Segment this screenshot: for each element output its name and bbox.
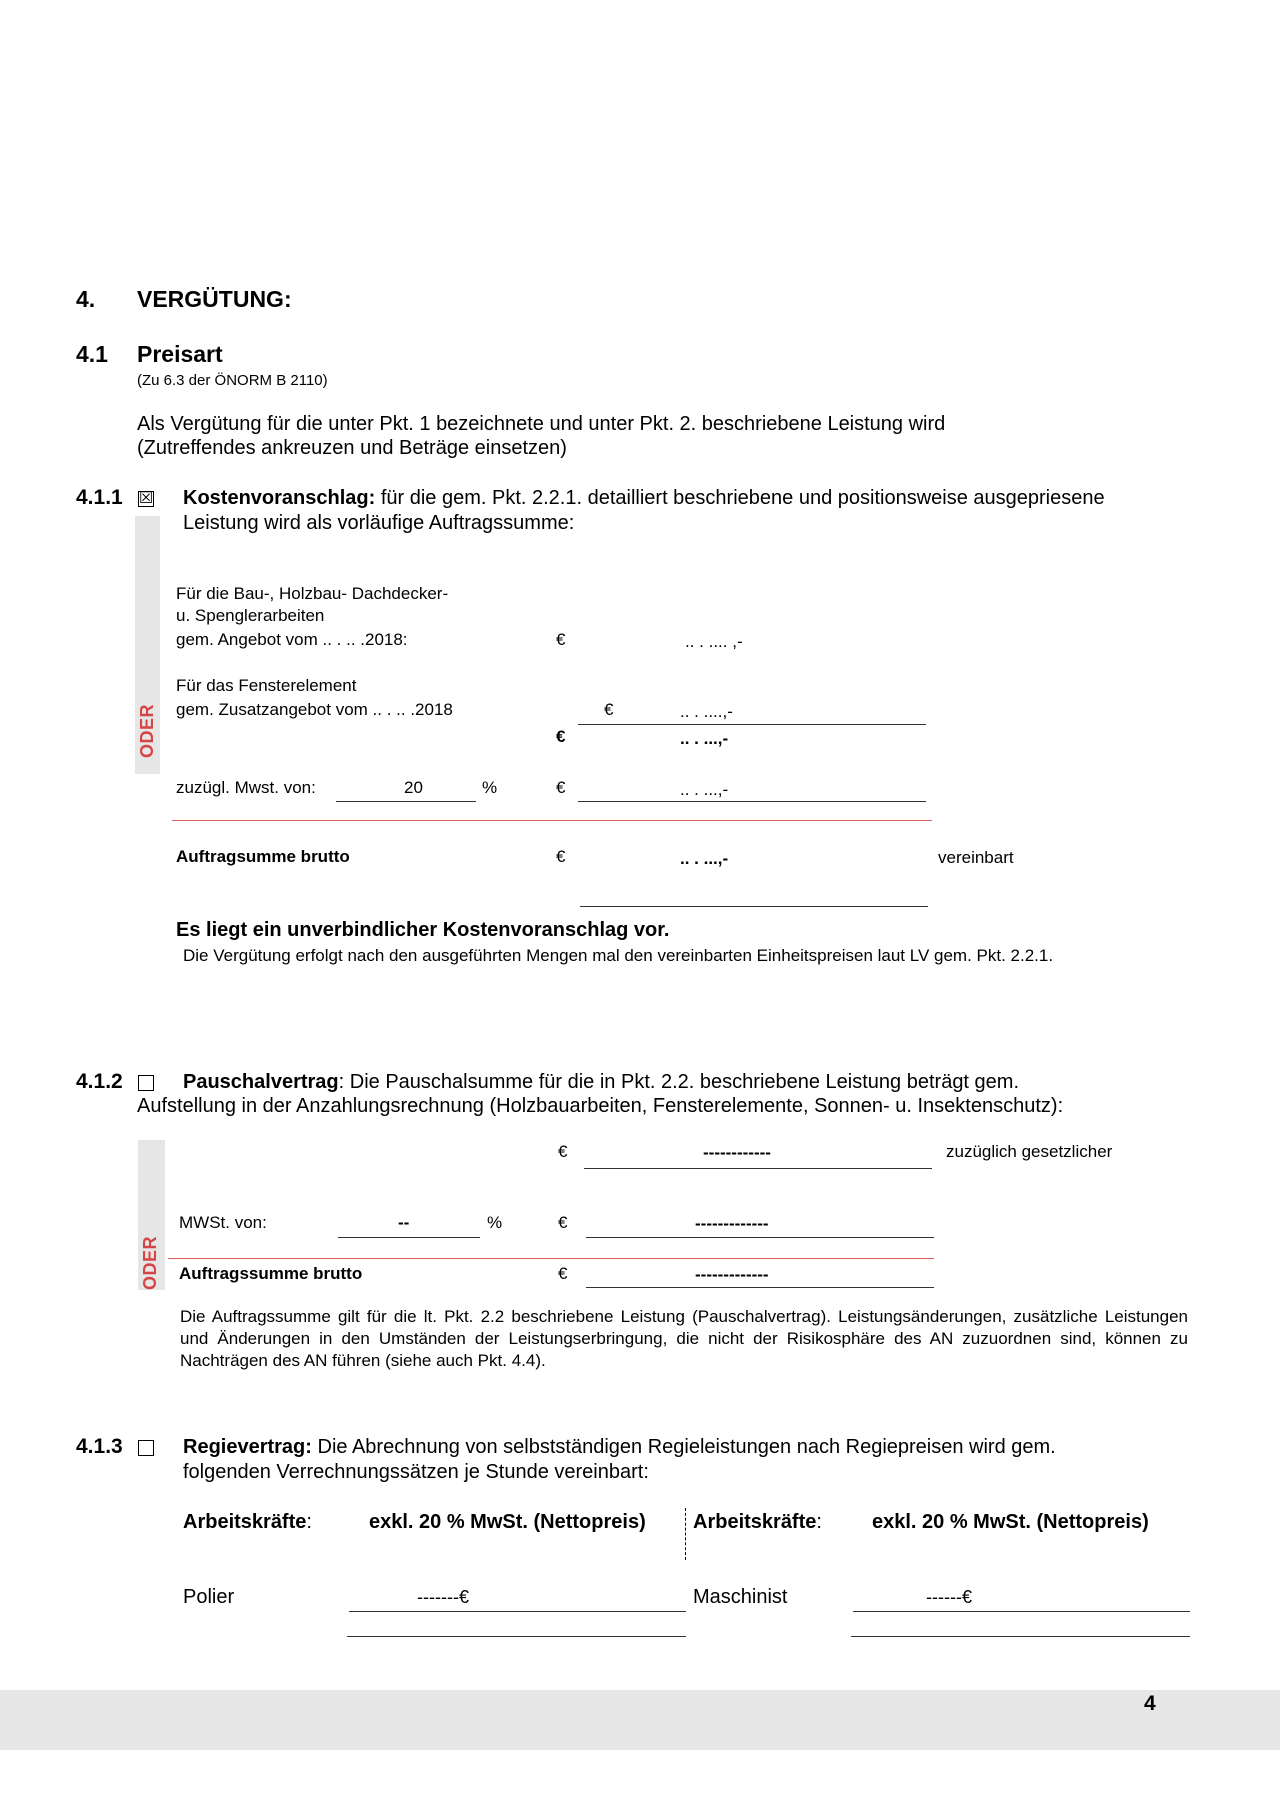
column-divider [685,1508,686,1560]
item-412-text: : Die Pauschalsumme für die in Pkt. 2.2. beschriebene Leistung beträgt gem. [338,1071,1020,1093]
brutto-2-label: Auftragssumme brutto [179,1264,363,1283]
net-note: zuzüglich gesetzlicher [946,1142,1113,1161]
bau-amount[interactable]: .. . .... ,- [685,632,743,651]
col-1-label-colon: : [306,1511,312,1533]
item-411-checkbox[interactable] [138,491,154,507]
brutto-2-amount-line [586,1287,934,1288]
col-1-label [183,1511,312,1534]
row-right-amount[interactable]: ------€ [926,1587,972,1607]
item-413-text-2: folgenden Verrechnungssätzen je Stunde vereinbart: [183,1461,649,1483]
subsection-reference: (Zu 6.3 der ÖNORM B 2110) [137,372,328,389]
net-amount-line [584,1168,932,1169]
mwst-value-line [336,801,476,802]
item-413-heading [183,1436,1056,1459]
mwst-amount-line [578,801,926,802]
net-currency: € [558,1142,568,1161]
section-title: VERGÜTUNG: [137,286,292,312]
mwst-percent: % [482,778,498,797]
mwst-2-currency: € [558,1213,568,1232]
mwst-2-value-line [338,1237,480,1238]
item-411-title: Kostenvoranschlag: [183,487,376,509]
col-2-price-header: exkl. 20 % MwSt. (Nettopreis) [872,1511,1149,1533]
item-412-title: Pauschalvertrag [183,1071,339,1093]
mwst-2-percent: % [487,1213,503,1232]
fenster-amount[interactable]: .. . ....,- [680,702,733,721]
checkbox-checked-icon: ☒ [138,490,154,507]
brutto-label: Auftragsumme brutto [176,847,350,866]
oder-label-2: ODER [140,1235,160,1290]
note-title: Es liegt ein unverbindlicher Kostenvoranschlag vor. [176,919,670,941]
intro-line-1: Als Vergütung für die unter Pkt. 1 bezeichnete und unter Pkt. 2. beschriebene Leistung wird [137,413,946,435]
row-left-amount[interactable]: -------€ [417,1587,469,1607]
item-413-title: Regievertrag: [183,1436,312,1458]
row-left-amount-line [349,1611,686,1612]
mwst-2-amount-line [586,1237,934,1238]
item-412-checkbox[interactable] [138,1075,154,1091]
row-right-amount-line [853,1611,1190,1612]
sum-separator-line-2 [168,1258,934,1259]
net-amount[interactable]: ------------ [703,1143,771,1162]
pauschal-paragraph: Die Auftragssumme gilt für die lt. Pkt. 2.2 beschriebene Leistung (Pauschalvertrag). Leistungsänderungen, zusätzliche Leistungen und Änderungen in den Umständen der Leistungserbringung, die nicht der Risikosphäre des AN zuzuordnen sind, können zu Nachträgen des AN führen (siehe auch Pkt. 4.4). [180,1307,1188,1370]
fenster-currency: € [604,700,614,719]
col-2-label-text: Arbeitskräfte [693,1511,817,1533]
col-1-price-header: exkl. 20 % MwSt. (Nettopreis) [369,1511,646,1533]
brutto-2-currency: € [558,1264,568,1283]
bau-label-1: Für die Bau-, Holzbau- Dachdecker- [176,584,449,603]
bau-currency: € [556,630,566,649]
mwst-value[interactable]: 20 [404,778,423,797]
item-411-text-2: Leistung wird als vorläufige Auftragssumme: [183,512,575,534]
fenster-label-2: gem. Zusatzangebot vom .. . .. .2018 [176,700,453,719]
brutto-amount-line [580,906,928,907]
col-2-label [693,1511,822,1534]
mwst-amount[interactable]: .. . ...,- [680,780,729,799]
intro-line-2: (Zutreffendes ankreuzen und Beträge einsetzen) [137,437,567,459]
brutto-2-amount[interactable]: ------------- [695,1265,769,1284]
bau-label-2: u. Spenglerarbeiten [176,606,325,625]
sum-separator-line [172,820,932,821]
fenster-label-1: Für das Fensterelement [176,676,357,695]
row-right-label: Maschinist [693,1586,788,1608]
brutto-currency: € [556,847,566,866]
item-412-text-2: Aufstellung in der Anzahlungsrechnung (Holzbauarbeiten, Fensterelemente, Sonnen- u. Insektenschutz): [137,1095,1064,1117]
mwst-2-amount[interactable]: ------------- [695,1214,769,1233]
note-text: Die Vergütung erfolgt nach den ausgeführten Mengen mal den vereinbarten Einheitspreisen laut LV gem. Pkt. 2.2.1. [183,946,1054,965]
brutto-amount[interactable]: .. . ...,- [680,849,729,868]
brutto-note: vereinbart [938,848,1014,867]
item-413-checkbox[interactable] [138,1440,154,1456]
section-number: 4. [76,286,96,312]
item-413-number: 4.1.3 [76,1435,123,1458]
oder-label: ODER [137,703,157,758]
row-left-blank-line [347,1636,686,1637]
page-number: 4 [1144,1692,1156,1715]
item-412-heading [183,1071,1019,1094]
item-413-text: Die Abrechnung von selbstständigen Regieleistungen nach Regiepreisen wird gem. [311,1436,1056,1458]
mwst-2-label: MWSt. von: [179,1213,267,1232]
mwst-currency: € [556,778,566,797]
item-412-number: 4.1.2 [76,1070,123,1093]
fenster-amount-line [578,724,926,725]
item-411-text: für die gem. Pkt. 2.2.1. detailliert beschriebene und positionsweise ausgepriesene [375,487,1105,509]
col-1-label-text: Arbeitskräfte [183,1511,307,1533]
subtotal-amount[interactable]: .. . ...,- [680,729,729,748]
col-2-label-colon: : [816,1511,822,1533]
item-411-number: 4.1.1 [76,486,123,509]
bau-label-3: gem. Angebot vom .. . .. .2018: [176,630,408,649]
row-right-blank-line [851,1636,1190,1637]
subsection-title: Preisart [137,341,223,367]
item-411-heading [183,487,1105,510]
subsection-number: 4.1 [76,341,108,367]
row-left-label: Polier [183,1586,235,1608]
mwst-label: zuzügl. Mwst. von: [176,778,316,797]
subtotal-currency: € [556,727,566,746]
mwst-2-value[interactable]: -- [398,1213,410,1232]
page-footer [0,1690,1280,1750]
